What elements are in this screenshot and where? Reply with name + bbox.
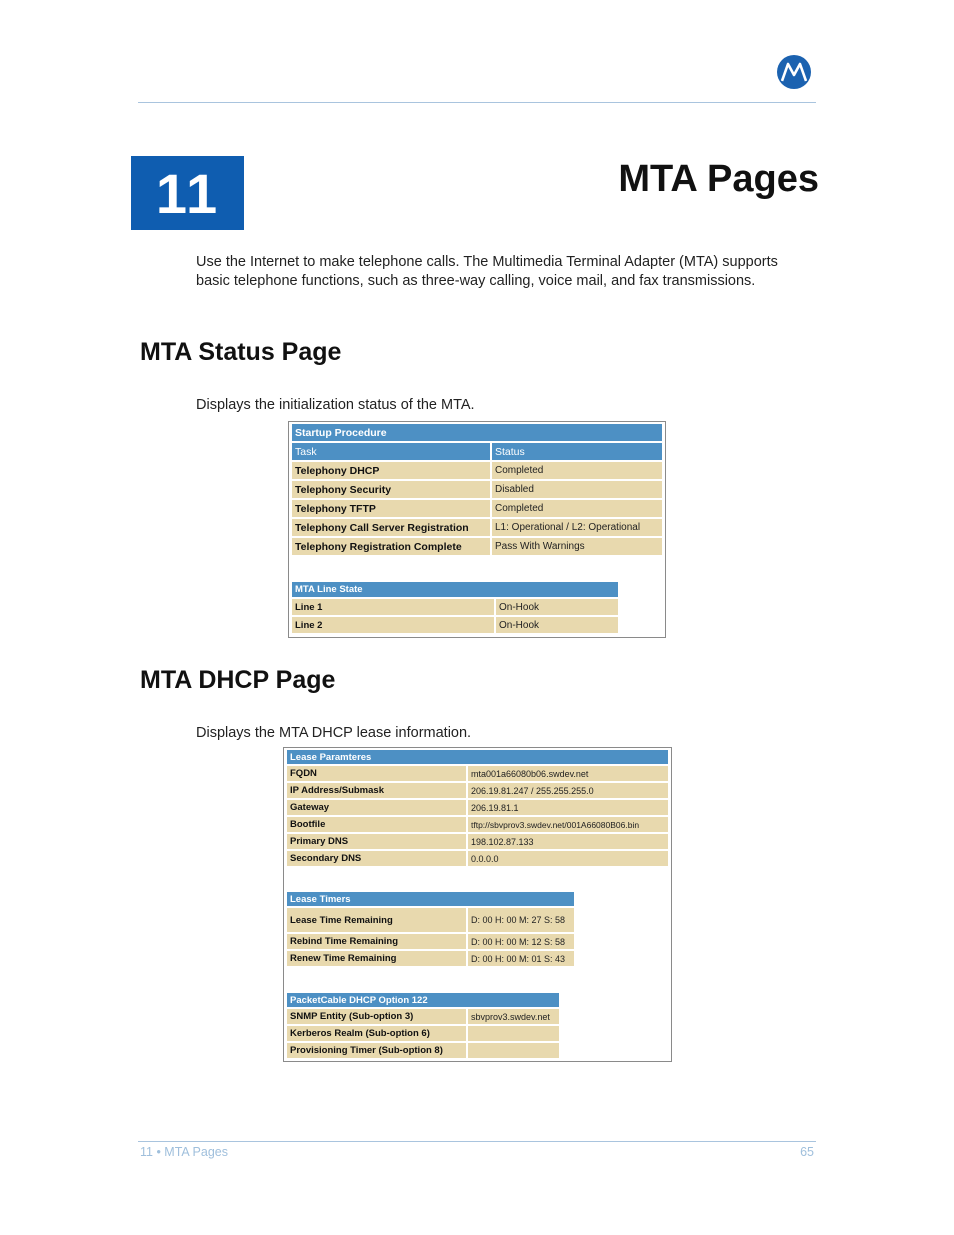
table-row [292,481,662,498]
param-label: Gateway [287,800,466,815]
mta-dhcp-screenshot [283,747,672,1062]
motorola-logo-icon [777,55,811,89]
option-122-title: PacketCable DHCP Option 122 [287,993,559,1007]
col-status: Status [492,443,662,460]
task-cell: Telephony TFTP [292,500,490,517]
table-row [287,783,668,798]
table-row [287,1026,559,1041]
timer-label: Renew Time Remaining [287,951,466,966]
param-value: tftp://sbvprov3.swdev.net/001A66080B06.bin [468,817,668,832]
lease-params-title: Lease Paramteres [287,750,668,764]
status-cell: Completed [492,462,662,479]
table-row [287,834,668,849]
option-label: SNMP Entity (Sub-option 3) [287,1009,466,1024]
status-cell: Disabled [492,481,662,498]
param-value: 0.0.0.0 [468,851,668,866]
table-row [292,519,662,536]
page-number: 65 [800,1145,814,1159]
state-cell: On-Hook [496,599,618,615]
lease-timers-table [285,890,576,968]
timer-value: D: 00 H: 00 M: 27 S: 58 [468,908,574,932]
option-label: Provisioning Timer (Sub-option 8) [287,1043,466,1058]
table-row [292,617,618,633]
param-label: Bootfile [287,817,466,832]
state-cell: On-Hook [496,617,618,633]
line-state-title: MTA Line State [292,582,618,597]
param-label: Secondary DNS [287,851,466,866]
table-row [287,800,668,815]
option-122-table [285,991,561,1060]
status-cell: Pass With Warnings [492,538,662,555]
table-row [287,908,574,932]
footer-rule [138,1141,816,1142]
param-label: FQDN [287,766,466,781]
timer-value: D: 00 H: 00 M: 01 S: 43 [468,951,574,966]
table-row [292,500,662,517]
status-heading: MTA Status Page [140,338,342,366]
dhcp-heading: MTA DHCP Page [140,666,336,694]
line-state-table [290,580,620,635]
status-cell: L1: Operational / L2: Operational [492,519,662,536]
startup-title: Startup Procedure [292,424,662,441]
header-rule [138,102,816,103]
timer-value: D: 00 H: 00 M: 12 S: 58 [468,934,574,949]
footer-chapter: 11 • MTA Pages [140,1145,228,1159]
param-label: Primary DNS [287,834,466,849]
param-label: IP Address/Submask [287,783,466,798]
option-value [468,1026,559,1041]
table-row [287,1009,559,1024]
chapter-number: 11 [131,156,244,230]
param-value: 198.102.87.133 [468,834,668,849]
task-cell: Telephony Security [292,481,490,498]
chapter-title: MTA Pages [618,158,819,200]
intro-paragraph: Use the Internet to make telephone calls. The Multimedia Terminal Adapter (MTA) supports basic telephone functions, such as three-way calling, voice mail, and fax transmissions. [196,254,778,289]
option-label: Kerberos Realm (Sub-option 6) [287,1026,466,1041]
status-cell: Completed [492,500,662,517]
option-value [468,1043,559,1058]
table-row [287,851,668,866]
task-cell: Telephony Registration Complete [292,538,490,555]
table-row [287,934,574,949]
table-row [292,538,662,555]
param-value: mta001a66080b06.swdev.net [468,766,668,781]
dhcp-description: Displays the MTA DHCP lease information. [196,725,472,741]
table-row [287,951,574,966]
param-value: 206.19.81.247 / 255.255.255.0 [468,783,668,798]
lease-timers-title: Lease Timers [287,892,574,906]
task-cell: Telephony DHCP [292,462,490,479]
option-value: sbvprov3.swdev.net [468,1009,559,1024]
mta-status-screenshot [288,421,666,638]
timer-label: Rebind Time Remaining [287,934,466,949]
table-row [287,817,668,832]
table-row [292,599,618,615]
col-task: Task [292,443,490,460]
startup-procedure-table [290,422,664,557]
line-cell: Line 2 [292,617,494,633]
task-cell: Telephony Call Server Registration [292,519,490,536]
timer-label: Lease Time Remaining [287,908,466,932]
status-description: Displays the initialization status of the MTA. [196,397,475,413]
table-row [287,1043,559,1058]
lease-parameters-table [285,748,670,868]
table-row [292,462,662,479]
table-row [287,766,668,781]
param-value: 206.19.81.1 [468,800,668,815]
line-cell: Line 1 [292,599,494,615]
